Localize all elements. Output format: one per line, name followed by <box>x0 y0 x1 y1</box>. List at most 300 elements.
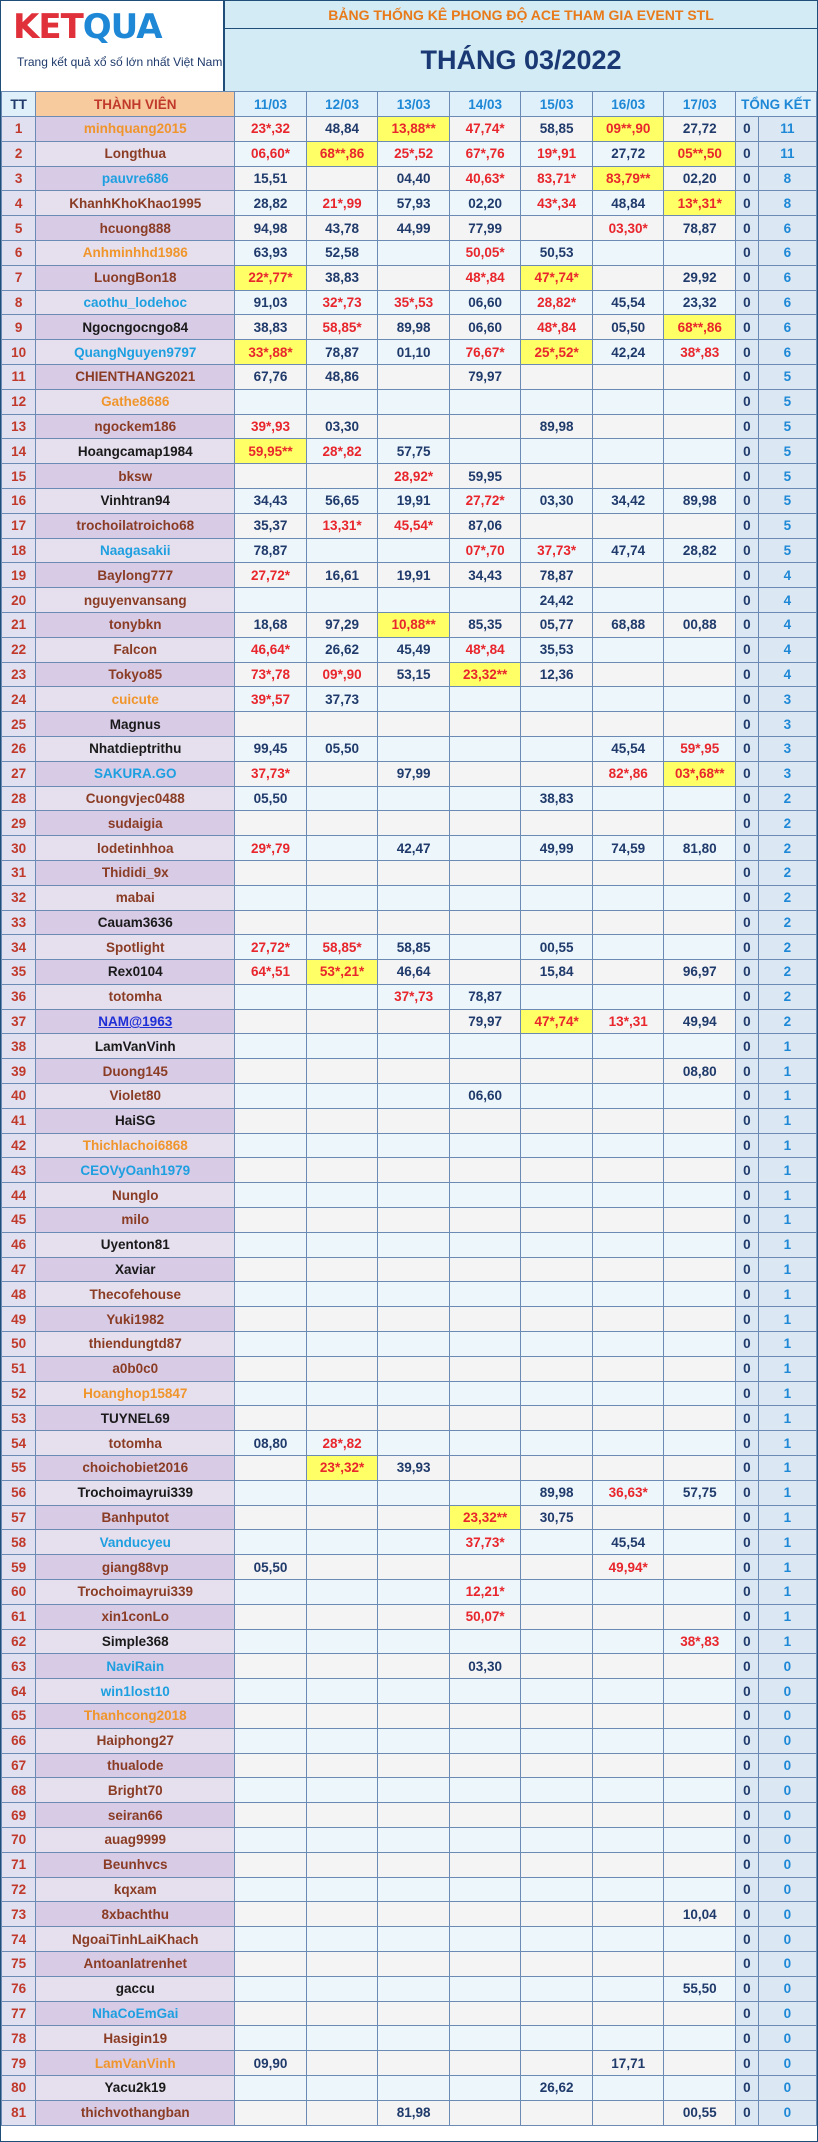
member-name[interactable]: NAM@1963 <box>36 1009 235 1034</box>
zero-cell: 0 <box>736 860 759 885</box>
zero-cell: 0 <box>736 761 759 786</box>
member-name: caothu_lodehoc <box>36 290 235 315</box>
total-cell: 11 <box>758 117 816 142</box>
total-cell: 4 <box>758 588 816 613</box>
row-number: 2 <box>2 141 36 166</box>
zero-cell: 0 <box>736 563 759 588</box>
zero-cell: 0 <box>736 712 759 737</box>
row-number: 23 <box>2 662 36 687</box>
score-cell <box>521 1877 593 1902</box>
total-cell: 11 <box>758 141 816 166</box>
score-cell: 38,83 <box>306 265 378 290</box>
header-date: 12/03 <box>306 92 378 117</box>
score-cell <box>306 2001 378 2026</box>
zero-cell: 0 <box>736 637 759 662</box>
score-cell <box>449 1158 521 1183</box>
row-number: 63 <box>2 1654 36 1679</box>
score-cell <box>592 811 664 836</box>
score-cell <box>592 1084 664 1109</box>
total-cell: 0 <box>758 1753 816 1778</box>
header-date: 11/03 <box>235 92 307 117</box>
score-cell <box>378 538 450 563</box>
score-cell <box>378 1232 450 1257</box>
score-cell <box>664 1827 736 1852</box>
member-name: Haiphong27 <box>36 1728 235 1753</box>
total-cell: 5 <box>758 364 816 389</box>
score-cell <box>449 588 521 613</box>
site-logo[interactable] <box>1 1 225 91</box>
score-cell: 30,75 <box>521 1505 593 1530</box>
score-cell: 05,50 <box>592 315 664 340</box>
score-cell <box>235 1530 307 1555</box>
score-cell <box>449 885 521 910</box>
row-number: 46 <box>2 1232 36 1257</box>
score-cell <box>378 786 450 811</box>
total-cell: 5 <box>758 513 816 538</box>
score-cell: 45,49 <box>378 637 450 662</box>
score-cell: 50,53 <box>521 240 593 265</box>
score-cell <box>378 1902 450 1927</box>
header-total: TỔNG KẾT <box>736 92 817 117</box>
score-cell: 99,45 <box>235 736 307 761</box>
score-cell <box>521 513 593 538</box>
score-cell: 37,73* <box>235 761 307 786</box>
table-row <box>2 637 817 662</box>
row-number: 69 <box>2 1803 36 1828</box>
score-cell <box>521 1580 593 1605</box>
score-cell <box>378 1406 450 1431</box>
row-number: 24 <box>2 687 36 712</box>
score-cell: 10,88** <box>378 612 450 637</box>
score-cell <box>521 1654 593 1679</box>
score-cell: 46,64 <box>378 960 450 985</box>
member-name: seiran66 <box>36 1803 235 1828</box>
score-cell <box>449 1059 521 1084</box>
row-number: 64 <box>2 1679 36 1704</box>
score-cell <box>521 1059 593 1084</box>
zero-cell: 0 <box>736 1332 759 1357</box>
member-name: thiendungtd87 <box>36 1332 235 1357</box>
score-cell <box>378 414 450 439</box>
total-cell: 2 <box>758 1009 816 1034</box>
score-cell <box>592 1704 664 1729</box>
score-cell <box>449 1827 521 1852</box>
row-number: 37 <box>2 1009 36 1034</box>
total-cell: 1 <box>758 1158 816 1183</box>
score-cell: 05,50 <box>235 786 307 811</box>
score-cell: 77,99 <box>449 216 521 241</box>
score-cell: 97,29 <box>306 612 378 637</box>
table-row <box>2 563 817 588</box>
row-number: 29 <box>2 811 36 836</box>
score-cell <box>664 1381 736 1406</box>
row-number: 32 <box>2 885 36 910</box>
score-cell <box>235 1951 307 1976</box>
score-cell: 06,60 <box>449 290 521 315</box>
table-row <box>2 538 817 563</box>
score-cell <box>306 910 378 935</box>
table-row <box>2 860 817 885</box>
member-name: Xaviar <box>36 1257 235 1282</box>
score-cell <box>592 464 664 489</box>
member-name: LamVanVinh <box>36 2051 235 2076</box>
score-cell: 94,98 <box>235 216 307 241</box>
total-cell: 0 <box>758 2001 816 2026</box>
score-cell <box>664 1307 736 1332</box>
table-row <box>2 1530 817 1555</box>
row-number: 50 <box>2 1332 36 1357</box>
score-cell <box>235 1505 307 1530</box>
score-cell <box>306 1257 378 1282</box>
score-cell <box>235 1629 307 1654</box>
score-cell <box>521 1406 593 1431</box>
score-cell: 47*,74* <box>521 1009 593 1034</box>
score-cell: 13,31* <box>306 513 378 538</box>
score-cell <box>449 1927 521 1952</box>
score-cell: 79,97 <box>449 1009 521 1034</box>
score-cell: 25*,52* <box>521 340 593 365</box>
row-number: 33 <box>2 910 36 935</box>
zero-cell: 0 <box>736 1580 759 1605</box>
score-cell: 03,30* <box>592 216 664 241</box>
score-cell <box>449 1753 521 1778</box>
score-cell <box>592 786 664 811</box>
score-cell <box>449 811 521 836</box>
score-cell <box>306 588 378 613</box>
table-row <box>2 513 817 538</box>
score-cell: 97,99 <box>378 761 450 786</box>
score-cell <box>235 1257 307 1282</box>
score-cell <box>664 1852 736 1877</box>
row-number: 34 <box>2 935 36 960</box>
total-cell: 2 <box>758 960 816 985</box>
total-cell: 1 <box>758 1307 816 1332</box>
score-cell <box>664 984 736 1009</box>
member-name: Thecofehouse <box>36 1282 235 1307</box>
score-cell: 56,65 <box>306 488 378 513</box>
score-cell <box>664 2001 736 2026</box>
score-cell: 29,92 <box>664 265 736 290</box>
table-row <box>2 1877 817 1902</box>
score-cell: 39*,57 <box>235 687 307 712</box>
row-number: 4 <box>2 191 36 216</box>
score-cell <box>378 1133 450 1158</box>
row-number: 10 <box>2 340 36 365</box>
score-cell <box>592 414 664 439</box>
score-cell: 36,63* <box>592 1480 664 1505</box>
score-cell: 28,82 <box>235 191 307 216</box>
score-cell <box>521 1679 593 1704</box>
total-cell: 5 <box>758 488 816 513</box>
score-cell <box>306 1778 378 1803</box>
zero-cell: 0 <box>736 2026 759 2051</box>
score-cell <box>592 1728 664 1753</box>
member-name: Baylong777 <box>36 563 235 588</box>
score-cell: 19,91 <box>378 563 450 588</box>
score-cell: 05**,50 <box>664 141 736 166</box>
score-cell <box>306 1158 378 1183</box>
score-cell <box>592 910 664 935</box>
zero-cell: 0 <box>736 2051 759 2076</box>
score-cell: 09*,90 <box>306 662 378 687</box>
score-cell <box>521 1902 593 1927</box>
score-cell <box>664 1133 736 1158</box>
score-cell <box>521 2100 593 2125</box>
score-cell: 45,54 <box>592 290 664 315</box>
score-cell <box>235 389 307 414</box>
total-cell: 2 <box>758 984 816 1009</box>
header-date: 15/03 <box>521 92 593 117</box>
member-name: Yuki1982 <box>36 1307 235 1332</box>
score-cell <box>521 2051 593 2076</box>
score-cell <box>592 1232 664 1257</box>
total-cell: 2 <box>758 811 816 836</box>
score-cell <box>664 1356 736 1381</box>
table-row <box>2 1183 817 1208</box>
total-cell: 2 <box>758 836 816 861</box>
row-number: 71 <box>2 1852 36 1877</box>
score-cell <box>449 1232 521 1257</box>
zero-cell: 0 <box>736 1282 759 1307</box>
score-cell: 39*,93 <box>235 414 307 439</box>
total-cell: 1 <box>758 1356 816 1381</box>
row-number: 47 <box>2 1257 36 1282</box>
score-cell: 48*,84 <box>521 315 593 340</box>
table-row <box>2 662 817 687</box>
score-cell <box>378 811 450 836</box>
score-cell <box>306 1505 378 1530</box>
zero-cell: 0 <box>736 1902 759 1927</box>
score-cell <box>235 1654 307 1679</box>
total-cell: 3 <box>758 687 816 712</box>
score-cell <box>592 1332 664 1357</box>
zero-cell: 0 <box>736 117 759 142</box>
member-name: Cuongvjec0488 <box>36 786 235 811</box>
table-row <box>2 1456 817 1481</box>
row-number: 73 <box>2 1902 36 1927</box>
score-cell <box>664 1530 736 1555</box>
score-cell: 27,72 <box>664 117 736 142</box>
score-cell: 63,93 <box>235 240 307 265</box>
score-cell <box>592 1158 664 1183</box>
score-cell <box>521 885 593 910</box>
member-name: Antoanlatrenhet <box>36 1951 235 1976</box>
score-cell <box>592 885 664 910</box>
score-cell: 15,51 <box>235 166 307 191</box>
score-cell: 89,98 <box>664 488 736 513</box>
score-cell <box>235 1753 307 1778</box>
score-cell: 27,72 <box>592 141 664 166</box>
zero-cell: 0 <box>736 191 759 216</box>
table-row <box>2 1158 817 1183</box>
total-cell: 5 <box>758 414 816 439</box>
member-name: Vinhtran94 <box>36 488 235 513</box>
table-row <box>2 240 817 265</box>
member-name: Trochoimayrui339 <box>36 1580 235 1605</box>
score-cell <box>235 1803 307 1828</box>
score-cell: 28,82 <box>664 538 736 563</box>
score-cell <box>521 464 593 489</box>
score-cell: 07*,70 <box>449 538 521 563</box>
row-number: 74 <box>2 1927 36 1952</box>
member-name: nguyenvansang <box>36 588 235 613</box>
table-row <box>2 1505 817 1530</box>
row-number: 8 <box>2 290 36 315</box>
score-cell: 58,85* <box>306 315 378 340</box>
score-cell: 06,60 <box>449 315 521 340</box>
row-number: 44 <box>2 1183 36 1208</box>
table-row <box>2 1629 817 1654</box>
score-cell: 34,43 <box>449 563 521 588</box>
member-name: Thichlachoi6868 <box>36 1133 235 1158</box>
zero-cell: 0 <box>736 414 759 439</box>
score-cell <box>378 1084 450 1109</box>
score-cell <box>664 389 736 414</box>
row-number: 67 <box>2 1753 36 1778</box>
row-number: 11 <box>2 364 36 389</box>
score-cell: 03,30 <box>449 1654 521 1679</box>
score-cell <box>664 1803 736 1828</box>
score-cell: 02,20 <box>664 166 736 191</box>
table-row <box>2 1282 817 1307</box>
score-cell <box>664 1604 736 1629</box>
member-name: HaiSG <box>36 1108 235 1133</box>
score-cell: 78,87 <box>521 563 593 588</box>
score-cell <box>592 563 664 588</box>
score-cell <box>592 1580 664 1605</box>
table-row <box>2 1431 817 1456</box>
score-cell <box>592 1803 664 1828</box>
logo-qua: QUA <box>82 7 162 47</box>
member-name: LuongBon18 <box>36 265 235 290</box>
score-cell <box>378 1480 450 1505</box>
row-number: 27 <box>2 761 36 786</box>
score-cell: 67,76 <box>235 364 307 389</box>
score-cell <box>664 1877 736 1902</box>
total-cell: 8 <box>758 166 816 191</box>
score-cell: 49,94 <box>664 1009 736 1034</box>
score-cell <box>378 1951 450 1976</box>
row-number: 60 <box>2 1580 36 1605</box>
score-cell <box>449 439 521 464</box>
total-cell: 1 <box>758 1406 816 1431</box>
score-cell: 58,85 <box>378 935 450 960</box>
total-cell: 1 <box>758 1505 816 1530</box>
score-cell <box>664 1282 736 1307</box>
score-cell: 09,90 <box>235 2051 307 2076</box>
table-row <box>2 1827 817 1852</box>
score-cell <box>378 1629 450 1654</box>
score-cell <box>235 1852 307 1877</box>
score-cell <box>664 1257 736 1282</box>
title-block <box>225 1 817 91</box>
score-cell: 53,15 <box>378 662 450 687</box>
zero-cell: 0 <box>736 1356 759 1381</box>
table-row <box>2 1654 817 1679</box>
score-cell <box>235 1332 307 1357</box>
score-cell <box>235 860 307 885</box>
score-cell <box>378 1332 450 1357</box>
score-cell <box>306 1654 378 1679</box>
zero-cell: 0 <box>736 2075 759 2100</box>
row-number: 31 <box>2 860 36 885</box>
score-cell <box>378 265 450 290</box>
score-cell <box>306 1183 378 1208</box>
score-cell <box>235 1158 307 1183</box>
score-cell: 35,37 <box>235 513 307 538</box>
score-cell <box>235 1728 307 1753</box>
zero-cell: 0 <box>736 662 759 687</box>
score-cell: 57,75 <box>378 439 450 464</box>
member-name: LamVanVinh <box>36 1034 235 1059</box>
table-row <box>2 1332 817 1357</box>
total-cell: 1 <box>758 1059 816 1084</box>
score-cell <box>449 712 521 737</box>
zero-cell: 0 <box>736 1852 759 1877</box>
zero-cell: 0 <box>736 166 759 191</box>
score-cell: 74,59 <box>592 836 664 861</box>
score-cell <box>521 1604 593 1629</box>
score-cell <box>664 364 736 389</box>
score-cell: 23,32** <box>449 662 521 687</box>
score-cell <box>521 1852 593 1877</box>
score-cell <box>521 1803 593 1828</box>
total-cell: 0 <box>758 2075 816 2100</box>
score-cell: 45,54 <box>592 1530 664 1555</box>
score-cell <box>521 1257 593 1282</box>
score-cell <box>235 1108 307 1133</box>
score-cell <box>592 1356 664 1381</box>
score-cell <box>521 389 593 414</box>
score-cell: 03,30 <box>306 414 378 439</box>
row-number: 17 <box>2 513 36 538</box>
score-cell <box>306 1827 378 1852</box>
score-cell <box>235 1208 307 1233</box>
table-row <box>2 687 817 712</box>
total-cell: 0 <box>758 1852 816 1877</box>
table-row <box>2 340 817 365</box>
score-cell <box>664 1034 736 1059</box>
table-row <box>2 885 817 910</box>
score-cell <box>235 1778 307 1803</box>
total-cell: 1 <box>758 1431 816 1456</box>
zero-cell: 0 <box>736 1728 759 1753</box>
score-cell <box>664 414 736 439</box>
member-name: QuangNguyen9797 <box>36 340 235 365</box>
header-date: 14/03 <box>449 92 521 117</box>
score-cell <box>235 811 307 836</box>
zero-cell: 0 <box>736 1505 759 1530</box>
score-cell: 13*,31 <box>592 1009 664 1034</box>
score-cell <box>521 1133 593 1158</box>
score-cell <box>306 811 378 836</box>
total-cell: 2 <box>758 885 816 910</box>
score-cell <box>378 1257 450 1282</box>
score-cell: 08,80 <box>235 1431 307 1456</box>
table-row <box>2 712 817 737</box>
score-cell <box>306 712 378 737</box>
zero-cell: 0 <box>736 464 759 489</box>
member-name: Tokyo85 <box>36 662 235 687</box>
table-row <box>2 1803 817 1828</box>
score-cell: 78,87 <box>235 538 307 563</box>
member-name: Hasigin19 <box>36 2026 235 2051</box>
zero-cell: 0 <box>736 141 759 166</box>
score-cell <box>521 687 593 712</box>
total-cell: 6 <box>758 315 816 340</box>
score-cell: 06,60 <box>449 1084 521 1109</box>
zero-cell: 0 <box>736 1827 759 1852</box>
